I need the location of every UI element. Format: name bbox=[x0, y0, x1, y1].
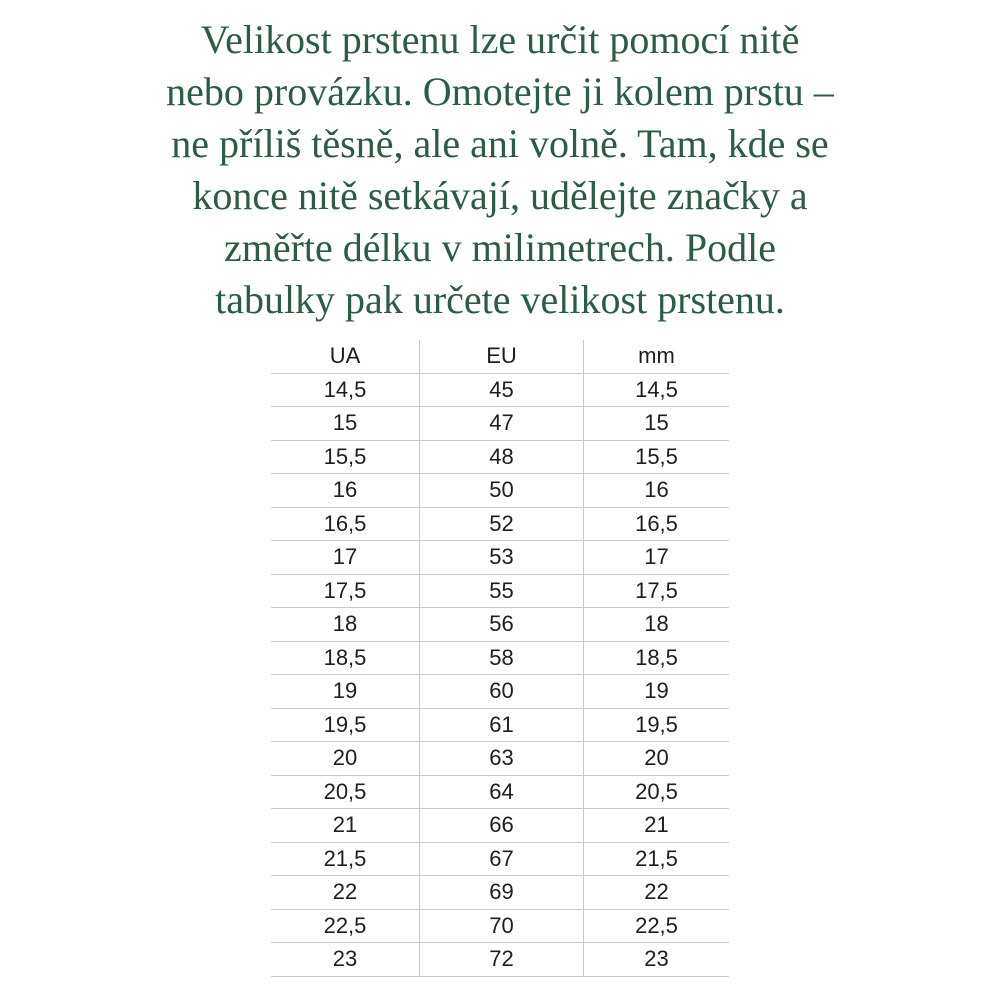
table-row bbox=[271, 507, 729, 541]
table-cell: 14,5 bbox=[584, 373, 730, 407]
table-cell: 17,5 bbox=[271, 574, 420, 608]
table-row bbox=[271, 574, 729, 608]
instructions-line-3: ne příliš těsně, ale ani volně. Tam, kde se bbox=[171, 121, 829, 166]
table-cell: 18 bbox=[584, 608, 730, 642]
table-cell: 61 bbox=[420, 708, 584, 742]
table-cell: 22 bbox=[271, 876, 420, 910]
table-cell: 21 bbox=[271, 809, 420, 843]
table-cell: 20,5 bbox=[271, 775, 420, 809]
table-cell: 20,5 bbox=[584, 775, 730, 809]
table-cell: 19,5 bbox=[584, 708, 730, 742]
size-table-body bbox=[271, 373, 729, 976]
ring-size-instructions bbox=[0, 0, 1000, 326]
table-cell: 16,5 bbox=[271, 507, 420, 541]
table-row bbox=[271, 775, 729, 809]
table-cell: 22,5 bbox=[271, 909, 420, 943]
table-cell: 15,5 bbox=[271, 440, 420, 474]
table-cell: 66 bbox=[420, 809, 584, 843]
table-row bbox=[271, 943, 729, 977]
table-cell: 15 bbox=[584, 407, 730, 441]
table-cell: 23 bbox=[584, 943, 730, 977]
table-row bbox=[271, 641, 729, 675]
table-cell: 22 bbox=[584, 876, 730, 910]
table-cell: 48 bbox=[420, 440, 584, 474]
table-row bbox=[271, 474, 729, 508]
table-cell: 18 bbox=[271, 608, 420, 642]
table-row bbox=[271, 373, 729, 407]
table-cell: 72 bbox=[420, 943, 584, 977]
table-cell: 19 bbox=[584, 675, 730, 709]
table-cell: 16,5 bbox=[584, 507, 730, 541]
table-row bbox=[271, 842, 729, 876]
instructions-line-4: konce nitě setkávají, udělejte značky a bbox=[192, 173, 808, 218]
table-cell: 69 bbox=[420, 876, 584, 910]
table-cell: 18,5 bbox=[271, 641, 420, 675]
table-cell: 18,5 bbox=[584, 641, 730, 675]
instructions-line-5: změřte délku v milimetrech. Podle bbox=[223, 225, 777, 270]
table-row bbox=[271, 909, 729, 943]
table-row bbox=[271, 708, 729, 742]
column-header-ua: UA bbox=[271, 340, 420, 373]
table-cell: 15,5 bbox=[584, 440, 730, 474]
table-row bbox=[271, 675, 729, 709]
table-cell: 70 bbox=[420, 909, 584, 943]
table-cell: 23 bbox=[271, 943, 420, 977]
ring-size-table-head bbox=[271, 340, 729, 373]
table-cell: 50 bbox=[420, 474, 584, 508]
table-cell: 20 bbox=[584, 742, 730, 776]
header-row bbox=[271, 340, 729, 373]
table-row bbox=[271, 608, 729, 642]
table-cell: 22,5 bbox=[584, 909, 730, 943]
instructions-line-1: Velikost prstenu lze určit pomocí nitě bbox=[200, 17, 800, 62]
table-cell: 19 bbox=[271, 675, 420, 709]
table-cell: 64 bbox=[420, 775, 584, 809]
table-cell: 20 bbox=[271, 742, 420, 776]
table-cell: 17,5 bbox=[584, 574, 730, 608]
table-cell: 17 bbox=[271, 541, 420, 575]
instructions-line-6: tabulky pak určete velikost prstenu. bbox=[215, 277, 785, 322]
table-cell: 55 bbox=[420, 574, 584, 608]
table-cell: 67 bbox=[420, 842, 584, 876]
table-row bbox=[271, 876, 729, 910]
table-row bbox=[271, 440, 729, 474]
column-header-eu: EU bbox=[420, 340, 584, 373]
instructions-line-2: nebo provázku. Omotejte ji kolem prstu – bbox=[166, 69, 834, 114]
table-cell: 53 bbox=[420, 541, 584, 575]
table-cell: 15 bbox=[271, 407, 420, 441]
table-cell: 19,5 bbox=[271, 708, 420, 742]
table-cell: 56 bbox=[420, 608, 584, 642]
table-cell: 58 bbox=[420, 641, 584, 675]
table-cell: 21,5 bbox=[584, 842, 730, 876]
table-cell: 16 bbox=[584, 474, 730, 508]
table-row bbox=[271, 809, 729, 843]
table-row bbox=[271, 742, 729, 776]
ring-size-table bbox=[271, 340, 729, 977]
table-cell: 16 bbox=[271, 474, 420, 508]
table-cell: 63 bbox=[420, 742, 584, 776]
table-cell: 45 bbox=[420, 373, 584, 407]
table-cell: 21 bbox=[584, 809, 730, 843]
table-row bbox=[271, 407, 729, 441]
table-cell: 21,5 bbox=[271, 842, 420, 876]
table-cell: 60 bbox=[420, 675, 584, 709]
table-cell: 14,5 bbox=[271, 373, 420, 407]
column-header-mm: mm bbox=[584, 340, 730, 373]
table-cell: 47 bbox=[420, 407, 584, 441]
table-cell: 17 bbox=[584, 541, 730, 575]
table-cell: 52 bbox=[420, 507, 584, 541]
table-row bbox=[271, 541, 729, 575]
